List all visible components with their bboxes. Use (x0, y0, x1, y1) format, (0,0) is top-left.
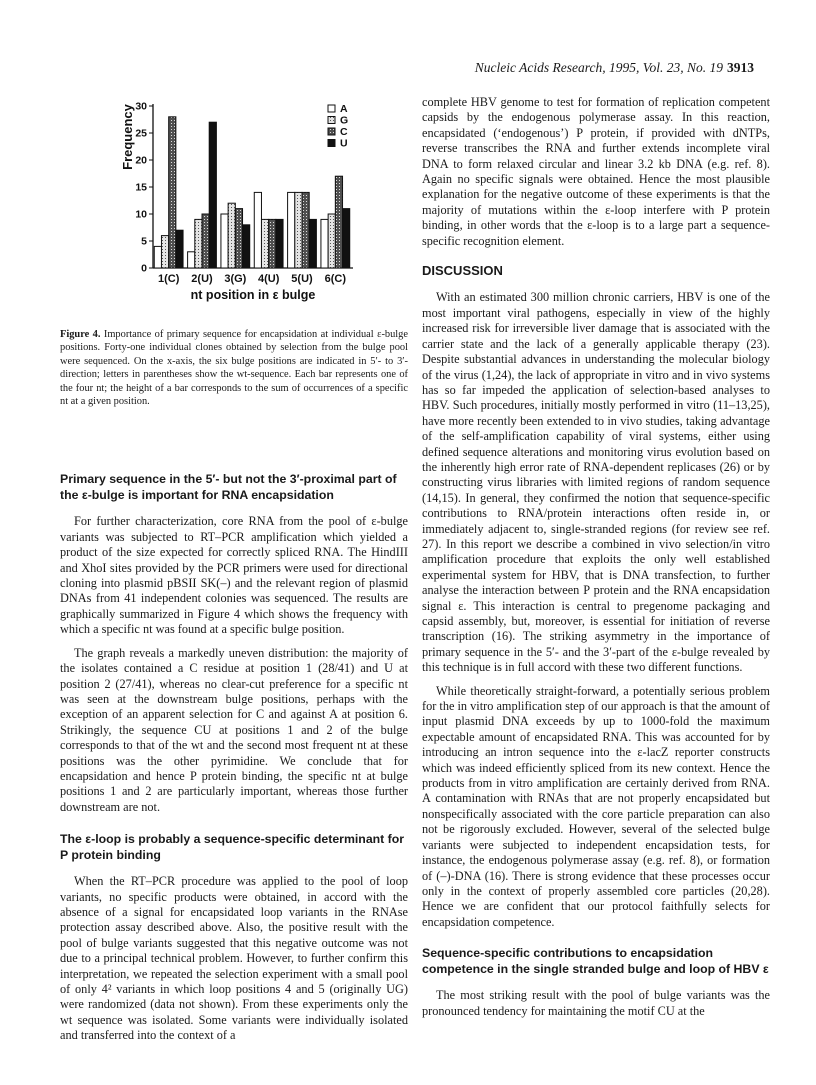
bar-u (343, 209, 350, 268)
journal-citation: Nucleic Acids Research, 1995, Vol. 23, No. 19 (474, 60, 723, 75)
bar-c (302, 192, 309, 268)
paragraph: With an estimated 300 million chronic carriers, HBV is one of the most important viral pathogens, especially in view of the highly increased risk for irreversible liver damage that is associated with the carrier state and the lack of a generally applicable therapy (23). Despite substantial advances in understanding the molecular biology of the virus (1,24), the lack of appropriate in vitro and in vivo systems has so far impeded the application of selection-based analyses to HBV. Such procedures, initially mostly performed in vitro (11–13,25), have more recently been extended to in vivo studies, taking advantage of the self-amplification capability of viral systems, either using defined sequence alterations and monitoring virus evolution based on the inherently high error rate of RNA-dependent replicases (26) or by constructing virus libraries with limited regions of random sequence (14,15). In general, they confirmed the notion that sequence-specific contributions to RNA/protein interactions often reside in, or immediately adjacent to, single-stranded regions (for review see ref. 27). In this report we describe a combined in vivo selection/in vitro amplification procedure that exploits the only well established experimental system for HBV, that is DNA transfection, to further analyse the interaction between P protein and the RNA encapsidation signal ε. This interaction is central to pregenome packaging and capsid assembly, but, moreover, is essential for initiation of reverse transcription (16). The striking asymmetry in the importance of primary sequence in the 5′- and the 3′-part of the ε-bulge revealed by this technique is in full accord with these two different functions. (422, 290, 770, 675)
x-tick-label: 3(G) (224, 273, 247, 285)
y-axis-label: Frequency (120, 104, 135, 170)
paragraph: When the RT–PCR procedure was applied to the pool of loop variants, no specific products were obtained, in accord with the absence of a signal for encapsidated loop variants in the RNAse protection assay described above. Also, the positive result with the pool of bulge variants suggested that this negative outcome was not due to a principal technical problem. However, to further confirm this interpretation, we repeated the selection experiment with a small pool of only 4² variants in which loop positions 4 and 5 (originally UG) were randomized (data not shown). From these experiments only the wt sequence was isolated. Some variants were individually isolated and transferred into the context of a (60, 874, 408, 1043)
y-tick-label: 20 (135, 154, 147, 167)
page-number: 3913 (727, 60, 754, 75)
x-tick-label: 1(C) (157, 273, 180, 285)
legend-swatch-c (328, 128, 335, 135)
legend-swatch-a (328, 105, 335, 112)
legend-swatch-g (328, 117, 335, 124)
legend-label-a: A (340, 103, 348, 115)
right-column (422, 95, 770, 1019)
legend-label-c: C (340, 126, 348, 138)
section-heading-discussion: DISCUSSION (422, 263, 503, 279)
y-tick-label: 25 (135, 127, 147, 140)
bar-u (276, 219, 283, 268)
legend-label-u: U (340, 137, 348, 150)
paragraph: complete HBV genome to test for formation of replication competent capsids by the endogenous polymerase assay. In this reaction, encapsidated (‘endogenous’) P protein, if provided with dNTPs, reverse transcribes the RNA and further extends incomplete viral DNA to form relaxed circular and linear 3.2 kb DNA (e.g. ref. 8). Again no specific signals were obtained. Hence the most plausible explanation for the negative outcome of these experiments is that the majority of mutations within the ε-loop interfere with P protein binding, in other words that the ε-loop is to a large part a sequence-specific recognition element. (422, 95, 770, 248)
bar-g (295, 192, 302, 268)
paragraph: The most striking result with the pool of bulge variants was the pronounced tendency for maintaining the motif CU at the (422, 988, 770, 1018)
bar-u (309, 219, 316, 268)
bar-u (176, 230, 183, 268)
bar-a (321, 219, 328, 268)
bar-chart (60, 90, 408, 316)
bar-g (261, 219, 268, 268)
bar-c (169, 117, 176, 268)
legend-label-g: G (340, 114, 349, 127)
section-heading-sequence-specific: Sequence-specific contributions to encapsidation competence in the single stranded bulge and loop of HBV ε (422, 946, 769, 976)
caption-text: Importance of primary sequence for encapsidation at individual ε-bulge positions. Forty-one individual clones obtained by selection from the bulge pool were sequenced. On the x-axis, the six bulge positions are indicated in 5′- to 3′-direction; letters in parentheses show the wt-sequence. Each bar represents one of the four nt; the height of a bar corresponds to the sum of occurrences of a specific nt at a given position. (60, 329, 408, 408)
bar-a (254, 192, 261, 268)
bar-g (328, 214, 335, 268)
bar-a (154, 246, 161, 268)
x-tick-label: 5(U) (291, 273, 313, 285)
bar-u (243, 225, 250, 268)
y-tick-label: 0 (141, 262, 147, 275)
bar-c (202, 214, 209, 268)
running-header (475, 60, 754, 76)
paragraph: While theoretically straight-forward, a potentially serious problem for the in vitro amplification step of our approach is that the amount of input plasmid DNA exceeds by up to 1000-fold the maximum expectable amount of encapsidated RNA. This was accounted for by introducing an intron sequence into the ε-lacZ reporter constructs which was indeed efficiently spliced from its new context. Hence the products from in vitro amplification are certainly derived from RNA. A contamination with RNAs that are not properly encapsidated but nonspecifically associated with the core particle preparation can also not be rigorously excluded. However, several of the selected bulge variants were subjected to independent encapsidation tests, for instance, the endogenous polymerase assay (e.g. ref. 8), or formation of (–)-DNA (16). There is strong evidence that these processes occur only in the context of properly assembled core particles (20,28). Hence we are confident that our protocol faithfully selects for encapsidation competence. (422, 683, 770, 929)
bar-a (188, 252, 195, 268)
legend-swatch-u (328, 140, 335, 147)
x-tick-label: 4(U) (257, 273, 280, 285)
bar-g (161, 236, 168, 268)
x-tick-label: 6(C) (324, 273, 347, 285)
bar-c (269, 219, 276, 268)
bar-a (221, 214, 228, 268)
section-heading-eloop: The ε-loop is probably a sequence-specific determinant for P protein binding (60, 832, 405, 862)
y-tick-label: 10 (135, 208, 147, 221)
x-axis-label: nt position in ε bulge (190, 288, 316, 302)
bar-u (209, 122, 216, 268)
caption-label: Figure 4. (60, 329, 101, 340)
bar-g (228, 203, 235, 268)
section-heading-primary-sequence: Primary sequence in the 5′- but not the 3′-proximal part of the ε-bulge is important for RNA encapsidation (60, 472, 397, 502)
bar-a (288, 192, 295, 268)
figure-caption (60, 328, 408, 408)
y-tick-label: 30 (135, 100, 147, 113)
left-column (60, 90, 408, 1044)
figure-4 (60, 90, 408, 316)
y-tick-label: 15 (135, 181, 147, 194)
x-tick-label: 2(U) (191, 273, 213, 285)
paragraph: The graph reveals a markedly uneven distribution: the majority of the isolates contained a C residue at position 1 (28/41) and U at position 2 (27/41), whereas no clear-cut preference for a specific nt was seen at the downstream bulge positions, perhaps with the exception of an apparent selection for C and against A at position 6. Strikingly, the sequence CU at positions 1 and 2 of the bulge corresponds to that of the wt and the second most frequent nt at these positions was the other pyrimidine. We conclude that for encapsidation and hence P protein binding, the specific nt at bulge positions 1 and 2 are particularly important, whereas those further downstream are not. (60, 645, 408, 814)
bar-c (235, 209, 242, 268)
bar-g (195, 219, 202, 268)
bar-c (335, 176, 342, 268)
y-tick-label: 5 (141, 235, 147, 248)
paragraph: For further characterization, core RNA from the pool of ε-bulge variants was subjected to RT–PCR amplification which yielded a product of the size expected for correctly spliced RNA. The HindIII and XhoI sites provided by the PCR primers were used for directional cloning into plasmid pBSII SK(–) and the relevant region of plasmid DNAs from 41 independent colonies was sequenced. The results are graphically summarized in Figure 4 which shows the frequency with which a specific nt was found at a specific bulge position. (60, 514, 408, 637)
